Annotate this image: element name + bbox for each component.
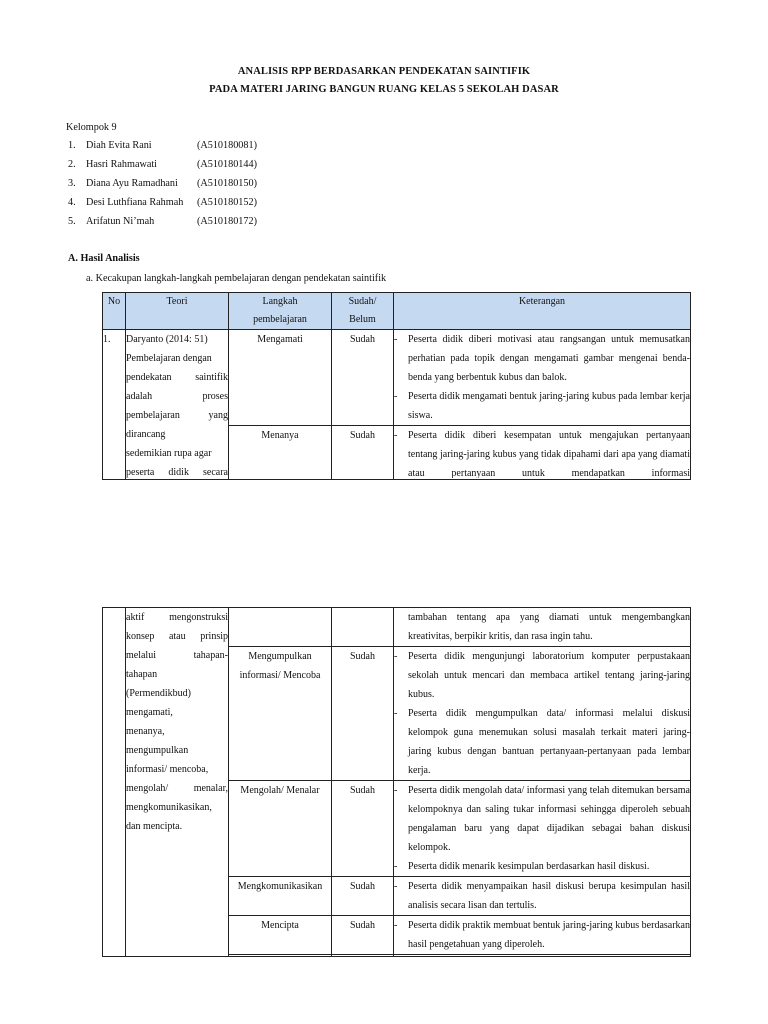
empty-cell bbox=[394, 955, 691, 957]
note-text: Peserta didik praktik membuat bentuk jaring-jaring kubus berdasarkan hasil pengetahuan yang diperoleh. bbox=[408, 920, 690, 950]
note-bullet bbox=[394, 647, 690, 704]
theory-line: Daryanto (2014: 51) bbox=[126, 334, 208, 345]
theory-cell-part-1 bbox=[126, 330, 229, 480]
status-mengamati: Sudah bbox=[332, 330, 394, 426]
status-mengkomunikasikan: Sudah bbox=[332, 877, 394, 916]
theory-line: adalah proses bbox=[126, 391, 228, 402]
member-id: (A510180144) bbox=[197, 159, 257, 170]
header-langkah bbox=[229, 293, 332, 330]
note-text: Peserta didik menarik kesimpulan berdasarkan hasil diskusi. bbox=[408, 861, 650, 872]
step-mengkomunikasikan: Mengkomunikasikan bbox=[229, 877, 332, 916]
theory-line: peserta didik secara bbox=[126, 467, 228, 478]
step-mencipta: Mencipta bbox=[229, 916, 332, 955]
note-text: Peserta didik menyampaikan hasil diskusi berupa kesimpulan hasil analisis secara lisan dan tertulis. bbox=[408, 881, 690, 911]
bullet-dash: - bbox=[394, 708, 398, 719]
theory-line: (Permendikbud) bbox=[126, 688, 191, 699]
status-menanya: Sudah bbox=[332, 426, 394, 480]
header-langkah-line-1: Langkah bbox=[262, 296, 298, 307]
row-number-continued bbox=[103, 608, 126, 957]
header-keterangan: Keterangan bbox=[394, 293, 691, 330]
step-mengolah: Mengolah/ Menalar bbox=[229, 781, 332, 877]
header-status-line-1: Sudah/ bbox=[348, 296, 377, 307]
group-label: Kelompok 9 bbox=[66, 122, 117, 133]
notes-mencipta bbox=[394, 916, 691, 955]
theory-line: pendekatan saintifik bbox=[126, 372, 228, 383]
notes-mengolah bbox=[394, 781, 691, 877]
theory-line: mengumpulkan bbox=[126, 745, 189, 756]
theory-line: menanya, bbox=[126, 726, 165, 737]
note-text: Peserta didik diberi kesempatan untuk mengajukan pertanyaan tentang jaring-jaring kubus yang tidak dipahami dari apa yang diamati atau pertanyaan untuk mendapatkan informasi bbox=[408, 430, 690, 478]
note-bullet bbox=[394, 330, 690, 387]
header-status bbox=[332, 293, 394, 330]
theory-line: sedemikian rupa agar bbox=[126, 448, 212, 459]
theory-line: melalui tahapan- bbox=[126, 650, 228, 661]
member-number: 5. bbox=[68, 216, 76, 227]
status-menanya-continued bbox=[332, 608, 394, 647]
step-menanya: Menanya bbox=[229, 426, 332, 480]
note-bullet bbox=[394, 426, 690, 478]
member-number: 1. bbox=[68, 140, 76, 151]
header-teori: Teori bbox=[126, 293, 229, 330]
notes-mengamati bbox=[394, 330, 691, 426]
bullet-dash: - bbox=[394, 430, 398, 441]
theory-line: konsep atau prinsip bbox=[126, 631, 228, 642]
note-text: tambahan tentang apa yang diamati untuk mengembangkan kreativitas, berpikir kritis, dan rasa ingin tahu. bbox=[408, 612, 690, 642]
member-name: Arifatun Ni’mah bbox=[86, 216, 155, 227]
theory-line: mengolah/ menalar, bbox=[126, 783, 228, 794]
bullet-dash: - bbox=[394, 920, 398, 931]
bullet-dash: - bbox=[394, 334, 398, 345]
bullet-dash: - bbox=[394, 391, 398, 402]
theory-line: Pembelajaran dengan bbox=[126, 353, 212, 364]
subsection-heading: a. Kecakupan langkah-langkah pembelajaran dengan pendekatan saintifik bbox=[86, 273, 387, 284]
member-name: Desi Luthfiana Rahmah bbox=[86, 197, 184, 208]
note-bullet bbox=[394, 857, 690, 876]
note-bullet bbox=[394, 704, 690, 780]
theory-cell-part-2 bbox=[126, 608, 229, 957]
member-number: 4. bbox=[68, 197, 76, 208]
notes-menanya-continued bbox=[394, 608, 691, 647]
header-langkah-line-2: pembelajaran bbox=[253, 314, 307, 325]
step-mengumpulkan: Mengumpulkan informasi/ Mencoba bbox=[229, 647, 332, 781]
member-name: Diah Evita Rani bbox=[86, 140, 152, 151]
empty-cell bbox=[229, 955, 332, 957]
member-name: Diana Ayu Ramadhani bbox=[86, 178, 178, 189]
bullet-dash: - bbox=[394, 861, 398, 872]
note-text: Peserta didik mengumpulkan data/ informasi melalui diskusi kelompok guna menemukan solusi masalah terkait materi jaring-jaring kubus dengan bantuan pertanyaan-pertanyaan pada lembar kerja. bbox=[408, 708, 690, 776]
bullet-dash: - bbox=[394, 785, 398, 796]
section-heading: A. Hasil Analisis bbox=[68, 253, 140, 264]
note-text: Peserta didik mengamati bentuk jaring-jaring kubus pada lembar kerja siswa. bbox=[408, 391, 690, 421]
note-bullet bbox=[394, 877, 690, 915]
member-id: (A510180081) bbox=[197, 140, 257, 151]
table-header-row bbox=[103, 293, 691, 330]
theory-line: tahapan bbox=[126, 669, 158, 680]
bullet-dash: - bbox=[394, 881, 398, 892]
table-row bbox=[103, 330, 691, 426]
note-bullet bbox=[394, 916, 690, 954]
note-text: Peserta didik mengolah data/ informasi yang telah ditemukan bersama kelompoknya dan saling tukar informasi sehingga diperoleh sebuah pengalaman baru yang dapat dijadikan sebagai bahan diskusi kelompok. bbox=[408, 785, 690, 853]
empty-cell bbox=[332, 955, 394, 957]
theory-line: dan mencipta. bbox=[126, 821, 183, 832]
member-number: 3. bbox=[68, 178, 76, 189]
theory-line: informasi/ mencoba, bbox=[126, 764, 209, 775]
notes-mengkomunikasikan bbox=[394, 877, 691, 916]
analysis-table-part-2 bbox=[102, 607, 691, 957]
member-number: 2. bbox=[68, 159, 76, 170]
status-mengolah: Sudah bbox=[332, 781, 394, 877]
bullet-dash: - bbox=[394, 651, 398, 662]
status-mengumpulkan: Sudah bbox=[332, 647, 394, 781]
document-title-line-2: PADA MATERI JARING BANGUN RUANG KELAS 5 SEKOLAH DASAR bbox=[209, 84, 559, 95]
theory-line: mengamati, bbox=[126, 707, 173, 718]
note-bullet bbox=[394, 387, 690, 425]
notes-menanya bbox=[394, 426, 691, 480]
analysis-table-part-1 bbox=[102, 292, 691, 480]
theory-line: mengkomunikasikan, bbox=[126, 802, 212, 813]
status-mencipta: Sudah bbox=[332, 916, 394, 955]
header-no: No bbox=[103, 293, 126, 330]
document-title-line-1: ANALISIS RPP BERDASARKAN PENDEKATAN SAINTIFIK bbox=[237, 66, 531, 77]
note-text: Peserta didik mengunjungi laboratorium komputer perpustakaan sekolah untuk mencari dan membaca artikel tentang jaring-jaring kubus. bbox=[408, 651, 690, 700]
note-bullet bbox=[394, 781, 690, 857]
theory-line: dirancang bbox=[126, 429, 166, 440]
member-name: Hasri Rahmawati bbox=[86, 159, 158, 170]
theory-line: pembelajaran yang bbox=[126, 410, 228, 421]
step-mengamati: Mengamati bbox=[229, 330, 332, 426]
row-number-text: 1. bbox=[103, 334, 111, 345]
member-id: (A510180150) bbox=[197, 178, 257, 189]
notes-mengumpulkan bbox=[394, 647, 691, 781]
header-status-line-2: Belum bbox=[349, 314, 376, 325]
theory-line: aktif mengonstruksi bbox=[126, 612, 228, 623]
row-number bbox=[103, 330, 126, 480]
table-row bbox=[103, 608, 691, 647]
note-text: Peserta didik diberi motivasi atau rangsangan untuk memusatkan perhatian pada topik dengan mengamati gambar mengenai benda-benda yang berbentuk kubus dan balok. bbox=[408, 334, 690, 383]
step-menanya-continued bbox=[229, 608, 332, 647]
member-id: (A510180172) bbox=[197, 216, 257, 227]
member-id: (A510180152) bbox=[197, 197, 257, 208]
